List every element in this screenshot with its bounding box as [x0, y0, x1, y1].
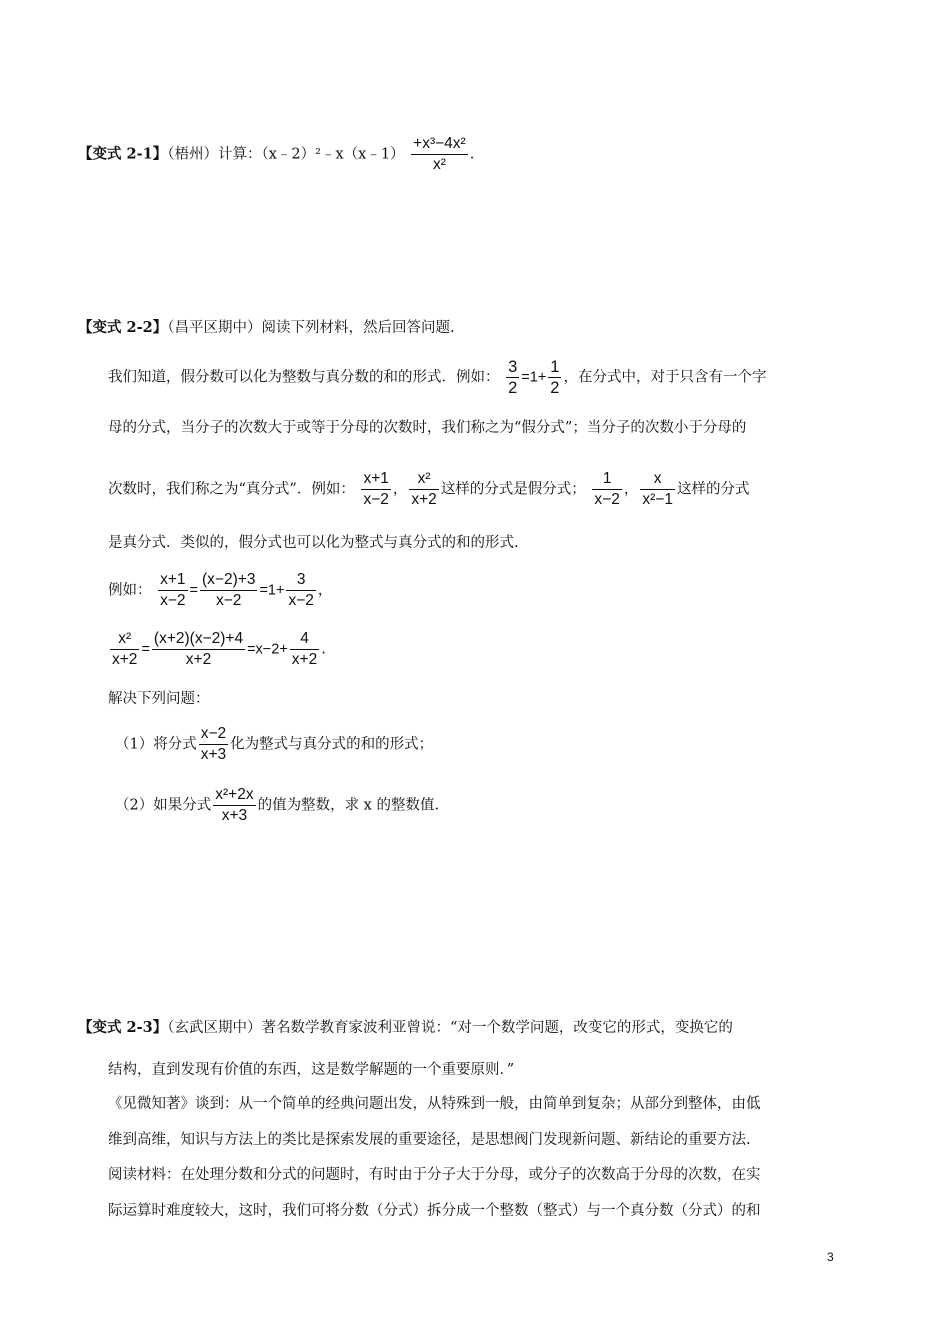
question-2-end: 的值为整数，求 x 的整数值. [257, 797, 440, 814]
problem-2-2-paragraph-2: 母的分式，当分子的次数大于或等于分母的次数时，我们称之为“假分式”；当分子的次数小于分母的 [108, 420, 747, 436]
fraction-numerator: x² [409, 469, 438, 490]
fraction-denominator: x²−1 [642, 491, 673, 508]
fraction-numerator: x+1 [158, 570, 187, 591]
fraction-denominator: x−2 [363, 491, 389, 508]
fraction-numerator: x [640, 469, 675, 490]
proper-fraction-1 [592, 469, 621, 510]
eq2-end: . [321, 641, 326, 658]
problem-2-3-tag: 【变式 2-3】 [78, 1019, 168, 1036]
fraction-denominator: x−2 [594, 491, 620, 508]
p1-text-start: 我们知道，假分数可以化为整数与真分数的和的形式．例如： [108, 369, 500, 386]
fraction-numerator: 1 [550, 358, 560, 376]
fraction-numerator: x²+2x [213, 785, 255, 806]
example-fraction-one-half [548, 357, 561, 398]
problem-2-1-fraction [411, 134, 468, 175]
page-number: 3 [827, 1250, 834, 1264]
fraction-denominator: x+3 [200, 746, 227, 763]
eq2-fraction-3 [290, 629, 319, 670]
eq1-fraction-3 [286, 570, 315, 611]
improper-fraction-1 [361, 469, 390, 510]
problem-2-3-line-2: 结构，直到发现有价值的东西，这是数学解题的一个重要原则．” [108, 1062, 515, 1078]
fraction-numerator: x² [110, 629, 139, 650]
problem-2-1-fraction-numerator: +x³−4x² [411, 134, 468, 155]
problem-2-3-text: （玄武区期中）著名数学教育家波利亚曾说：“对一个数学问题，改变它的形式，变换它的 [167, 1020, 733, 1036]
example-equation-2: $\frac{\text{x²}}{x+2}$ = $\frac{(x+2)(x-2)+4}{x+2}$ =x−2+ $\frac{4}{x+2}$ . [112, 630, 326, 668]
example-label: 例如： [108, 582, 152, 599]
fraction-denominator: x+2 [112, 651, 138, 668]
fraction-numerator: x−2 [199, 724, 228, 745]
problem-2-2-heading [78, 321, 455, 336]
fraction-denominator: x−2 [160, 592, 186, 609]
fraction-denominator: x−2 [216, 592, 242, 609]
eq1-fraction-1 [158, 570, 187, 611]
fraction-numerator: 4 [290, 629, 319, 650]
fraction-numerator: 1 [592, 469, 621, 490]
problem-2-2-paragraph-1 [108, 357, 766, 398]
fraction-denominator: x+3 [221, 807, 248, 824]
example-equals-one-plus: =1+ [521, 369, 547, 386]
p1-text-end: ，在分式中，对于只含有一个字 [563, 369, 767, 386]
eq2-fraction-2 [152, 629, 245, 670]
problem-2-3-line-4: 维到高维，知识与方法上的类比是探索发展的重要途径，是思想阀门发现新问题、新结论的重要方法. [108, 1132, 751, 1148]
proper-fraction-2 [640, 469, 675, 510]
eq1-fraction-2 [200, 570, 257, 611]
problem-2-1-fraction-denominator: x² [432, 156, 446, 173]
p3-text-end: 这样的分式 [676, 481, 750, 498]
solve-prompt: 解决下列问题： [108, 691, 210, 707]
fraction-numerator: (x−2)+3 [200, 570, 257, 591]
problem-2-1-end: . [469, 146, 475, 163]
fraction-numerator: 3 [286, 570, 315, 591]
question-2-start: （2）如果分式 [115, 797, 212, 814]
problem-2-2-tag: 【变式 2-2】 [78, 319, 168, 336]
problem-2-3-line-1 [78, 1021, 733, 1036]
problem-2-1-tag: 【变式 2-1】 [78, 145, 168, 163]
fraction-numerator: 3 [508, 358, 518, 376]
example-equation-1: 例如： $\frac{x+1}{x-2}$ = $\frac{(x-2)+3}{x-2}$ =1+ $\frac{3}{x-2}$ ， [108, 571, 333, 609]
problem-2-3-line-3: 《见微知著》谈到：从一个简单的经典问题出发，从特殊到一般，由简单到复杂；从部分到整体，由低 [108, 1096, 761, 1112]
eq2-equals-expression: =x−2+ [247, 641, 288, 658]
fraction-denominator: x+2 [291, 651, 318, 668]
p3-text-start: 次数时，我们称之为“真分式”．例如： [108, 481, 355, 498]
question-2-fraction [213, 785, 255, 826]
fraction-numerator: x+1 [361, 469, 390, 490]
problem-2-2-source: （昌平区期中）阅读下列材料，然后回答问题. [167, 320, 455, 336]
question-1-end: 化为整式与真分式的和的形式； [230, 736, 434, 753]
improper-fraction-2 [409, 469, 438, 510]
question-1 [115, 724, 433, 765]
fraction-numerator: (x+2)(x−2)+4 [152, 629, 245, 650]
problem-2-1 [78, 134, 474, 175]
fraction-denominator: 2 [550, 379, 560, 397]
fraction-denominator: x+2 [185, 651, 212, 668]
problem-2-3-line-6: 际运算时难度较大，这时，我们可将分数（分式）拆分成一个整数（整式）与一个真分数（分式）的和 [108, 1203, 761, 1219]
eq1-equals-one-plus: =1+ [259, 582, 285, 599]
question-1-start: （1）将分式 [115, 736, 197, 753]
example-fraction-three-halves [506, 357, 519, 398]
question-2 [115, 785, 439, 826]
problem-2-2-paragraph-3: 次数时，我们称之为“真分式”．例如： $\frac{x+1}{x-2}$ ， $\frac{\text{x²}}{x+2}$ 这样的分式是假分式； $\frac{1}{x-2}$ ， $\frac{x}{\text{x²−1}}$ 这样的分式 [108, 470, 750, 508]
fraction-denominator: x+2 [411, 491, 437, 508]
problem-2-3-line-5: 阅读材料：在处理分数和分式的问题时，有时由于分子大于分母，或分子的次数高于分母的次数，在实 [108, 1167, 761, 1183]
fraction-denominator: x−2 [288, 592, 314, 609]
eq2-fraction-1 [110, 629, 139, 670]
problem-2-1-expr: （x﹣2）²﹣x（x﹣1） [261, 146, 405, 163]
eq1-end: ， [317, 582, 333, 599]
question-1-fraction [199, 724, 228, 765]
p3-text-mid: 这样的分式是假分式； [440, 481, 586, 498]
fraction-denominator: 2 [508, 379, 518, 397]
problem-2-2-paragraph-4: 是真分式．类似的，假分式也可以化为整式与真分式的和的形式. [108, 535, 519, 551]
problem-2-1-source: （梧州）计算： [167, 146, 262, 163]
